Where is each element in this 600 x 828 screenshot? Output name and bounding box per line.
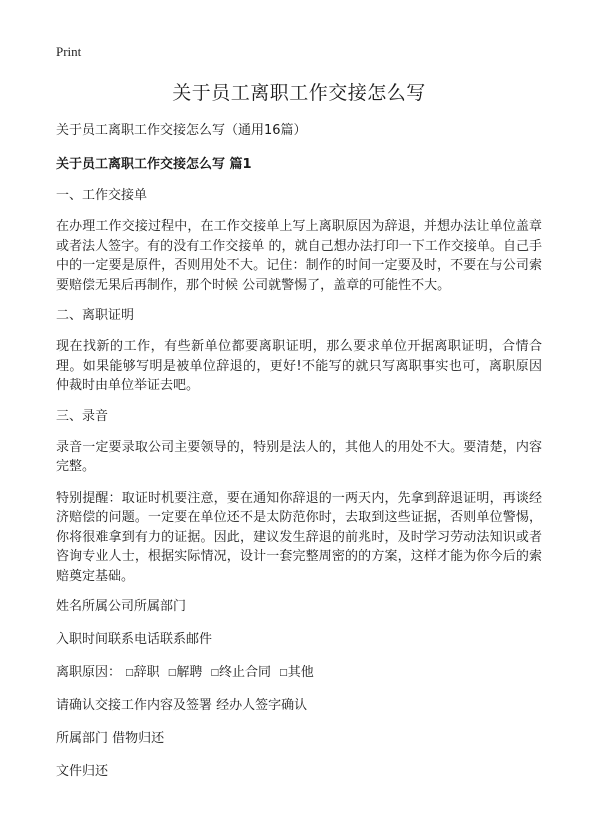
- section-heading: 关于员工离职工作交接怎么写 篇1: [56, 157, 252, 172]
- form-line-name-company-dept: 姓名所属公司所属部门: [56, 599, 187, 614]
- paragraph-special-reminder: 特别提醒：取证时机要注意，要在通知你辞退的一两天内，先拿到辞退证明，再谈经济赔偿的问题。一定要在单位还不是太防范你时，去取到这些证据，否则单位警惕，你将很难拿到有力的证据。因此，建议发生辞退的前兆时，及时学习劳动法知识或者咨询专业人士，根据实际情况，设计一套完整周密的的方案，这样才能为你今后的索赔奠定基础。: [56, 490, 542, 584]
- checkbox-icon: □: [167, 668, 177, 678]
- print-label: Print: [56, 44, 82, 59]
- paragraph-recording: 录音一定要录取公司主要领导的，特别是法人的，其他人的用处不大。要清楚，内容完整。: [56, 439, 542, 474]
- checkbox-icon: □: [279, 668, 288, 678]
- reason-option-terminate-contract[interactable]: □终止合同: [210, 665, 272, 680]
- paragraph-handover-form: 在办理工作交接过程中，在工作交接单上写上离职原因为辞退，并想办法让单位盖章或者法人签字。有的没有工作交接单 的，就自己想办法打印一下工作交接单。自己手中的一定要是原件，否则用处不大。记住：制作的时间一定要及时，不要在与公司索要赔偿无果后再制作，那个时候 公司就警惕了，盖章的可能性不大。: [56, 219, 542, 293]
- form-line-entry-contact: 入职时间联系电话联系邮件: [56, 632, 213, 647]
- checkbox-icon: □: [210, 668, 220, 678]
- form-line-file-return: 文件归还: [56, 764, 109, 779]
- part-heading-resignation-certificate: 二、离职证明: [56, 308, 135, 323]
- leave-reason-label: 离职原因：: [56, 665, 122, 680]
- paragraph-resignation-certificate: 现在找新的工作，有些新单位都要离职证明，那么要求单位开据离职证明，合情合理。如果能够写明是被单位辞退的，更好!不能写的就只写离职事实也可，离职原因仲裁时由单位举证去吧。: [56, 339, 542, 393]
- reason-option-resign[interactable]: □辞职: [125, 665, 160, 680]
- document-title: 关于员工离职工作交接怎么写: [172, 82, 426, 104]
- part-heading-recording: 三、录音: [56, 408, 109, 424]
- form-line-leave-reason: [56, 664, 542, 682]
- reason-option-dismiss[interactable]: □解聘: [167, 665, 203, 680]
- reason-option-other[interactable]: □其他: [279, 665, 314, 680]
- form-line-confirm-handover: 请确认交接工作内容及签署 经办人签字确认: [56, 698, 308, 713]
- checkbox-icon: □: [125, 668, 134, 678]
- form-line-dept-items-return: 所属部门 借物归还: [56, 731, 165, 746]
- document-subtitle: 关于员工离职工作交接怎么写（通用16篇）: [56, 123, 307, 138]
- part-heading-handover-form: 一、工作交接单: [56, 188, 148, 203]
